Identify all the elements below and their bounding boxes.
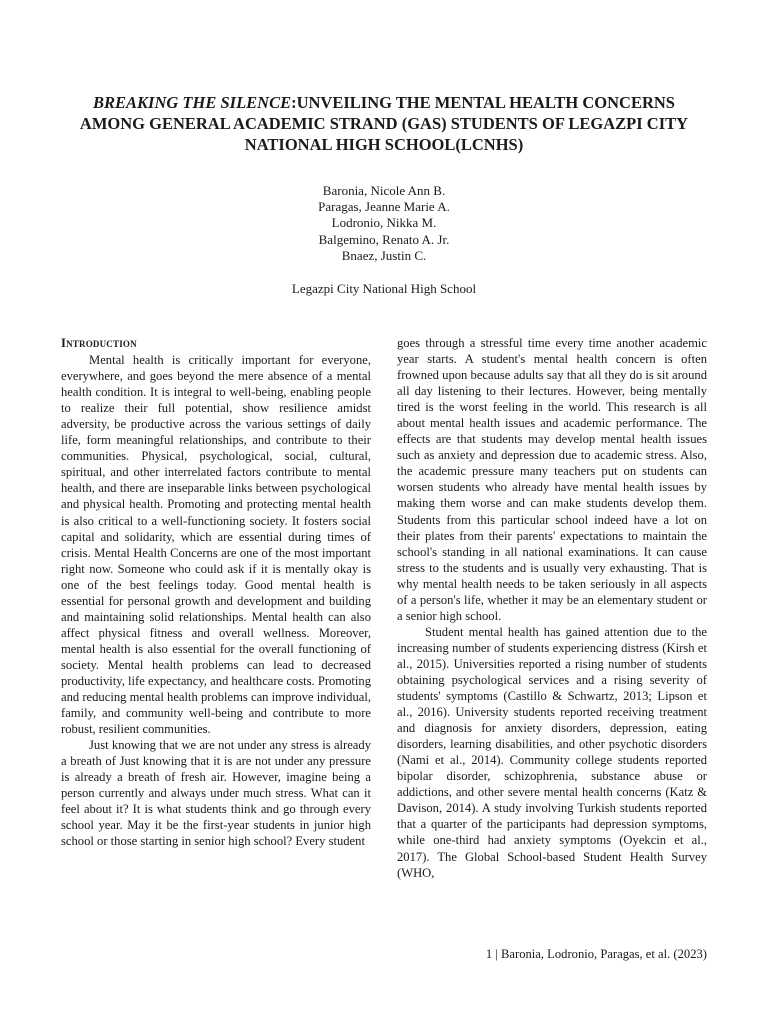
page-footer: 1 | Baronia, Lodronio, Paragas, et al. (2023) [485,947,707,961]
author-name: Lodronio, Nikka M. [331,215,437,231]
title-main-part: :UNVEILING THE MENTAL HEALTH CONCERNS AMONG GENERAL ACADEMIC STRAND (GAS) STUDENTS OF LEGAZPI CITY NATIONAL HIGH SCHOOL(LCNHS) [79,93,689,154]
title-italic-part: BREAKING THE SILENCE [93,93,292,112]
author-name: Balgemino, Renato A. Jr. [318,231,450,247]
author-list [0,183,768,264]
body-paragraph: Student mental health has gained attention due to the increasing number of students experiencing distress (Kirsh et al., 2015). Universities reported a rising number of students obtaining psychological services and a rising severity of students' symptoms (Castillo & Schwartz, 2013; Lipson et al., 2016). University students reported receiving treatment and diagnosis for anxiety disorders, depression, eating disorders, learning disabilities, and other psychotic disorders (Nami et al., 2014). Community college students reported bipolar disorder, schizophrenia, substance abuse or addictions, and other severe mental health concerns (Katz & Davison, 2014). A study involving Turkish students reported that a quarter of the participants had depression symptoms, while one-third had anxiety symptoms (Oyekcin et al., 2017). The Global School-based Student Health Survey (WHO, [397,624,707,880]
body-paragraph: Just knowing that we are not under any stress is already a breath of Just knowing that it is are not under any pressure is already a breath of fresh air. However, imagine being a person currently and always under much stress. What can it feel about it? It is what students think and go through every school year. May it be the first-year students in junior high school or those starting in senior high school? Every student [61,738,371,849]
left-column [61,335,371,850]
body-paragraph: goes through a stressful time every time another academic year starts. A student's mental health concern is often frowned upon because adults say that all they do is sit around all day listening to their lectures. However, being mentally tired is the worst feeling in the world. This research is all about mental health issues and academic performance. The effects are that students may develop mental health issues such as anxiety and depression due to academic stress. Also, the academic pressure many teachers put on students can worsen students who already have mental health issues by making them worse and can make students develop them. Students from this particular school indeed have a lot on their plates from their parents' expectations to maintain the school's standing in all national examinations. It can cause stress to the students and is usually very exhausting. That is why mental health needs to be taken seriously in all aspects of a person's life, whether it may be an elementary student or a senior high school. [397,336,707,623]
author-name: Baronia, Nicole Ann B. [322,183,446,198]
right-column [397,335,707,881]
author-name: Paragas, Jeanne Marie A. [318,199,450,215]
section-heading: Introduction [61,336,137,350]
author-name: Bnaez, Justin C. [341,247,427,263]
body-paragraph: Mental health is critically important for everyone, everywhere, and goes beyond the mere absence of a mental health condition. It is integral to well-being, enabling people to realize their full potential, show resilience amidst adversity, be productive across the various settings of daily life, form meaningful relationships, and contribute to their communities. Physical, psychological, social, cultural, spiritual, and other interrelated factors contribute to mental health, and there are inseparable links between psychological and physical health. Promoting and protecting mental health is also critical to a well-functioning society. It fosters social capital and solidarity, which are essential during times of crisis. Mental Health Concerns are one of the most important right now. Someone who could ask if it is mentally okay is one of the best feelings today. Good mental health is essential for personal growth and development and building and maintaining solid relationships. Mental health can also affect physical fitness and overall wellness. Moreover, mental health is also essential for the overall functioning of society. Mental health problems can lead to decreased productivity, life expectancy, and healthcare costs. Promoting and reducing mental health problems can improve individual, family, and community well-being and contribute to more robust, resilient communities. [61,353,371,737]
affiliation: Legazpi City National High School [291,281,477,296]
paper-title [60,92,708,155]
